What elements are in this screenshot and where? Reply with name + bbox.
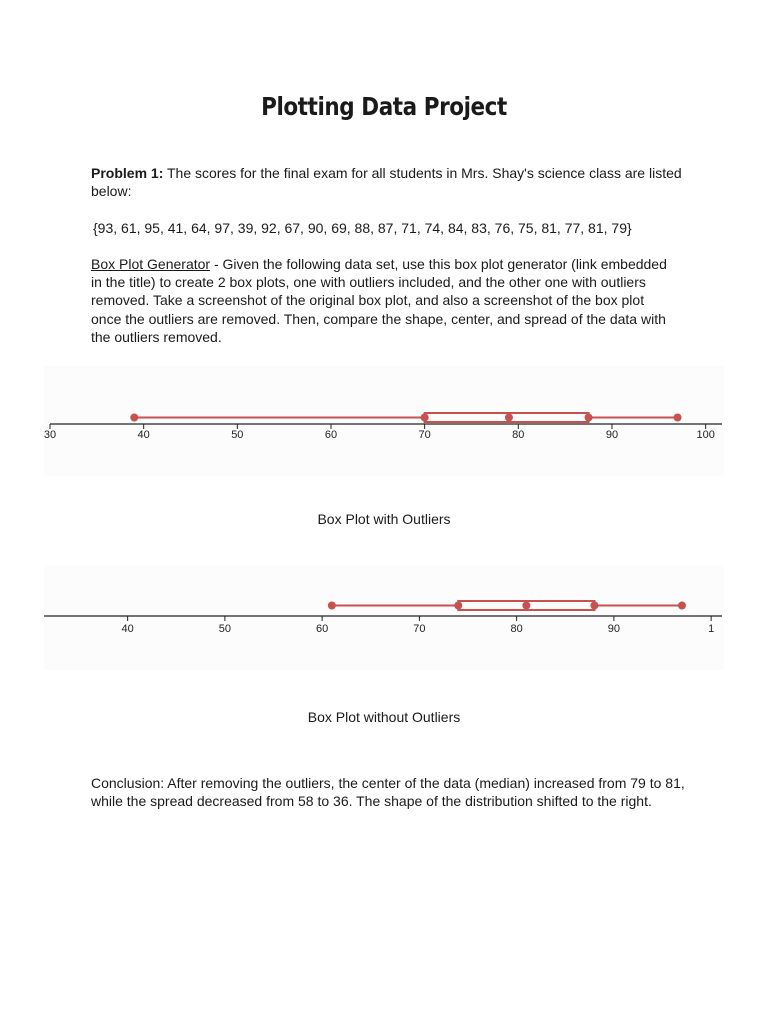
data-set: {93, 61, 95, 41, 64, 97, 39, 92, 67, 90, 69, 88, 87, 71, 74, 84, 83, 76, 75, 81, 77, 81, 79}	[93, 220, 632, 236]
caption-without-outliers: Box Plot without Outliers	[307, 709, 461, 725]
tick-label: 90	[605, 429, 619, 441]
max-point	[674, 414, 682, 422]
q1-point	[421, 414, 429, 422]
problem-label: Problem 1:	[91, 165, 164, 181]
median-point	[522, 602, 530, 610]
page-title: Plotting Data Project	[261, 92, 507, 121]
problem-text: The scores for the final exam for all students in Mrs. Shay's science class are listed below:	[91, 165, 682, 200]
tick-label: 50	[218, 623, 232, 635]
q1-point	[454, 602, 462, 610]
min-point	[328, 602, 336, 610]
box-plot-generator-link[interactable]: Box Plot Generator	[91, 256, 211, 272]
tick-label: 70	[418, 429, 431, 441]
tick-label: 90	[607, 623, 621, 635]
tick-label: 80	[512, 429, 525, 441]
tick-label: 60	[324, 429, 338, 441]
instructions	[91, 255, 676, 346]
tick-label: 70	[413, 623, 426, 635]
box-plot-without-outliers	[0, 570, 768, 650]
tick-label: 1	[708, 623, 715, 635]
tick-label: 80	[510, 623, 523, 635]
tick-label: 30	[43, 429, 57, 441]
q3-point	[585, 414, 593, 422]
tick-label: 40	[137, 429, 150, 441]
tick-label: 50	[231, 429, 244, 441]
tick-label: 40	[121, 623, 134, 635]
problem-statement	[91, 164, 691, 200]
median-point	[505, 414, 513, 422]
conclusion: Conclusion: After removing the outliers, the center of the data (median) increased from 79 to 81, while the spread decreased from 58 to 36. The shape of the distribution shifted to the right.	[91, 775, 685, 810]
tick-label: 100	[696, 429, 715, 441]
box-plot-with-outliers	[0, 370, 768, 460]
min-point	[130, 414, 138, 422]
q3-point	[590, 602, 598, 610]
tick-label: 60	[316, 623, 329, 635]
max-point	[678, 602, 686, 610]
caption-with-outliers: Box Plot with Outliers	[317, 511, 451, 527]
instructions-text: - Given the following data set, use this box plot generator (link embedded in the title) to create 2 box plots, one with outliers included, and the other one with outliers removed. Take a screenshot of the original box plot, and also a screenshot of the box plot once the outliers are removed. Then, compare the shape, center, and spread of the data with the outliers removed.	[91, 256, 667, 345]
